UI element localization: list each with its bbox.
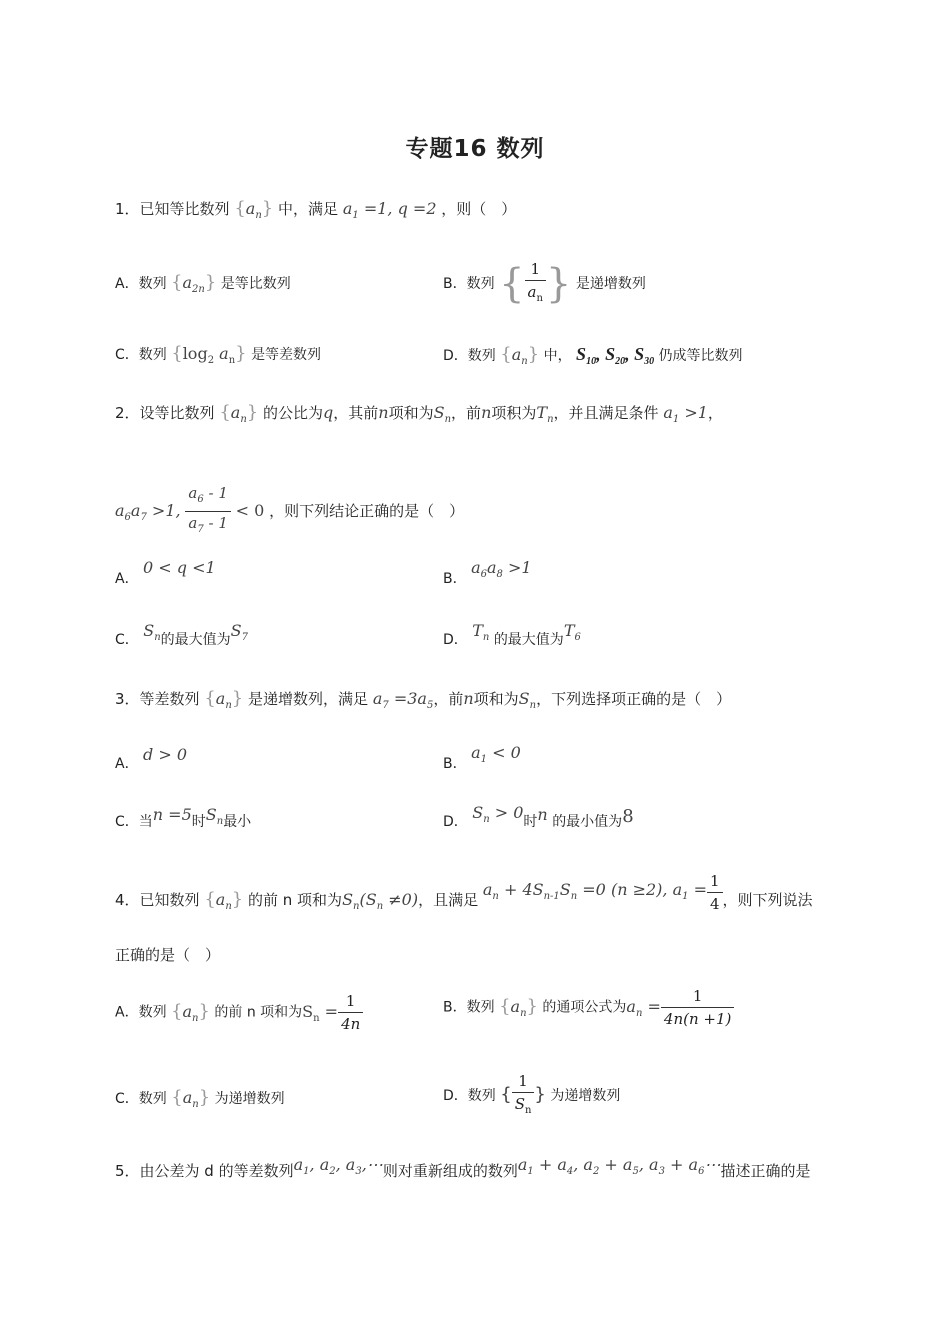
q4-c-label: C．数列	[115, 1091, 167, 1107]
q2-option-b	[443, 558, 532, 596]
q4-option-a	[115, 990, 363, 1035]
q3-c-label: C．当	[115, 814, 153, 830]
q2-c-label: C．	[115, 632, 139, 648]
q3-b-label: B．	[443, 756, 467, 772]
q3-seq: $\{a_n\}$	[204, 688, 244, 711]
q4-text-2: 的前 n 项和为	[248, 891, 343, 909]
q2-b-math: $a_6a_8 >1$	[471, 558, 532, 580]
q3-cond: $a_7 =3a_5$	[372, 689, 434, 711]
q2-text-6: 项积为	[491, 404, 537, 422]
q4-recurrence: $a_n + 4S_{n-1}S_n =0$ (n ≥2), $a_1$ =	[482, 880, 707, 902]
q2-c-s7: $S_7$	[230, 621, 248, 643]
q1-a-text: 是等比数列	[220, 276, 291, 292]
q4-stem-line-2	[115, 944, 220, 966]
q5-text-1: 5．由公差为 d 的等差数列	[115, 1162, 294, 1180]
q4-a-text: 的前 n 项和为	[214, 1004, 303, 1021]
q2-d-t6: $T_6$	[563, 621, 581, 643]
question-4-stem	[115, 872, 813, 923]
q4-a1-fraction: $\frac{1}{4}$	[707, 870, 723, 915]
q2-option-d	[443, 621, 581, 657]
q2-text-2: 的公比为	[263, 404, 324, 422]
q4-a-seq: $\{a_n\}$	[171, 1000, 210, 1024]
q4-text-1: 4．已知数列	[115, 891, 200, 909]
q4-option-d: D．数列 { $\frac{1}{S_n}$ } 为递增数列	[443, 1070, 620, 1122]
q1-d-text: 中，	[543, 348, 572, 364]
q3-d-text-2: 的最小值为	[552, 814, 623, 830]
q1-d-seq: $\{a_n\}$	[500, 344, 540, 367]
q3-c-sn: $S_n$	[205, 805, 224, 827]
q1-text-b: 中，满足	[278, 200, 339, 218]
q1-text-c: ，则（ ）	[441, 200, 517, 218]
q4-text-4: ，则下列说法	[722, 891, 813, 909]
q3-option-a	[115, 745, 188, 775]
question-2-stem	[115, 402, 723, 431]
q1-b-label: B．数列	[443, 276, 495, 292]
q4-text-3: ，且满足	[418, 891, 479, 909]
q1-text-a: 1．已知等比数列	[115, 200, 230, 218]
q4-b-an: $a_n$ =	[626, 996, 661, 1019]
q2-tn: $T_n$	[536, 403, 554, 425]
q1-b-text: 是递增数列	[575, 276, 646, 292]
q3-d-label: D．	[443, 814, 468, 830]
q4-d-label: D．数列	[443, 1088, 496, 1104]
q5-text-3: 描述正确的是	[720, 1162, 811, 1180]
q2-text-5: ，前	[451, 404, 482, 422]
q2-a-math: 0 < q <1	[143, 558, 216, 577]
q3-text-1: 3．等差数列	[115, 690, 200, 708]
question-3-stem	[115, 688, 731, 717]
q2-c-text: 的最大值为	[160, 632, 231, 648]
q2-text-1: 2．设等比数列	[115, 404, 215, 422]
q4-seq: $\{a_n\}$	[204, 889, 244, 912]
q3-sn: $S_n$	[518, 689, 537, 711]
q3-d-8: 8	[622, 806, 634, 827]
q1-a-math: $\{a_{2n}\}$	[171, 272, 217, 295]
q5-text-2: 则对重新组成的数列	[382, 1162, 518, 1180]
q2-seq: $\{a_n\}$	[219, 402, 259, 425]
q3-d-n: n	[537, 805, 548, 824]
q3-c-text: 时	[191, 814, 206, 830]
q2-b-label: B．	[443, 571, 467, 587]
q1-b-fraction: $\frac{1}{a_n}$	[525, 258, 546, 310]
q4-text-5: 正确的是（ ）	[115, 946, 221, 964]
q3-option-c	[115, 805, 252, 839]
q3-option-b	[443, 743, 521, 781]
q3-d-sn: $S_n > 0$	[472, 803, 524, 825]
q2-n1: n	[378, 403, 389, 422]
q2-option-a	[115, 558, 216, 590]
q4-b-label: B．数列	[443, 999, 495, 1016]
q1-option-d	[443, 343, 743, 373]
q1-c-text: 是等差数列	[251, 347, 322, 363]
q3-text-2: 是递增数列，满足	[248, 690, 369, 708]
q3-c-n: n =5	[152, 805, 192, 824]
q2-a-label: A．	[115, 571, 139, 587]
q4-d-text: 为递增数列	[550, 1088, 621, 1104]
q3-a-label: A．	[115, 756, 139, 772]
q3-d-text: 时	[523, 814, 538, 830]
q4-c-seq: $\{a_n\}$	[171, 1087, 211, 1110]
q1-option-a	[115, 272, 291, 301]
q1-a-label: A．数列	[115, 276, 167, 292]
q2-cond-fraction: $\frac{a_6 - 1}{a_7 - 1}$	[185, 482, 230, 541]
q2-q: q	[323, 403, 334, 422]
q5-seq-2: $a_1 + a_4$, $a_2 + a_5$, $a_3$ + $a_6\cdots$	[517, 1155, 721, 1177]
q1-d-label: D．数列	[443, 348, 496, 364]
question-1-stem	[115, 198, 516, 227]
q2-cond-2: $a_6a_7 >1$,	[115, 501, 181, 523]
q3-b-math: $a_1 < 0$	[471, 743, 521, 765]
q4-sn-nonzero: $S_n(S_n \ne 0)$	[342, 890, 419, 912]
q3-text-5: ，下列选择项正确的是（ ）	[536, 690, 732, 708]
q4-a-label: A．数列	[115, 1004, 167, 1021]
q2-option-c	[115, 621, 248, 657]
q3-a-math: d > 0	[143, 745, 188, 764]
q1-d-text-2: 仍成等比数列	[658, 348, 743, 364]
q1-c-math: {$\log_2$ $a_n$}	[171, 343, 247, 366]
q5-seq-1: $a_1$, $a_2$, $a_3,\cdots$	[293, 1155, 383, 1177]
q4-d-fraction: $\frac{1}{S_n}$	[512, 1070, 535, 1122]
q2-c-sn: $S_n$	[143, 621, 161, 643]
q1-option-c	[115, 343, 321, 372]
q2-d-label: D．	[443, 632, 468, 648]
q3-text-4: 项和为	[473, 690, 519, 708]
q2-d-tn: $T_n$	[472, 621, 490, 643]
q4-c-text: 为递增数列	[214, 1091, 285, 1107]
q2-text-8: ，	[707, 404, 723, 422]
q3-option-d	[443, 803, 634, 839]
q2-text-7: ，并且满足条件	[553, 404, 659, 422]
q2-d-text: 的最大值为	[493, 632, 564, 648]
q2-text-4: 项和为	[388, 404, 434, 422]
q2-n2: n	[481, 403, 492, 422]
q1-c-label: C．数列	[115, 347, 167, 363]
q4-option-b	[443, 985, 734, 1030]
q3-c-text-2: 最小	[223, 814, 252, 830]
q1-condition: $a_1 =1$, q =2	[342, 199, 437, 221]
q2-cond-1: $a_1 >1$	[663, 403, 708, 425]
q4-b-seq: $\{a_n\}$	[499, 995, 538, 1019]
q2-text-9: ，则下列结论正确的是（ ）	[269, 502, 465, 520]
q2-text-3: ，其前	[333, 404, 379, 422]
q1-d-sums: $S_{10}$, $S_{20}$, $S_{30}$	[576, 344, 655, 367]
q4-option-c	[115, 1087, 285, 1116]
q3-text-3: ，前	[433, 690, 464, 708]
page-title: 专题16 数列	[405, 136, 545, 162]
q4-b-text: 的通项公式为	[542, 999, 627, 1016]
q1-seq-an: $\{a_n\}$	[234, 198, 274, 221]
q2-cond-lt0: < 0	[235, 501, 265, 520]
q2-stem-line-2	[115, 482, 464, 541]
q1-option-b: B．数列 { $\frac{1}{a_n}$ } 是递增数列	[443, 258, 646, 310]
q2-sn: $S_n$	[433, 403, 452, 425]
question-5-stem	[115, 1155, 811, 1189]
q3-n: n	[463, 689, 474, 708]
q4-a-sn: $S_n$ =	[302, 1001, 339, 1024]
q4-b-fraction: $\frac{1}{4n(n +1)}$	[661, 985, 734, 1030]
q4-a-fraction: $\frac{1}{4n}$	[338, 990, 363, 1035]
